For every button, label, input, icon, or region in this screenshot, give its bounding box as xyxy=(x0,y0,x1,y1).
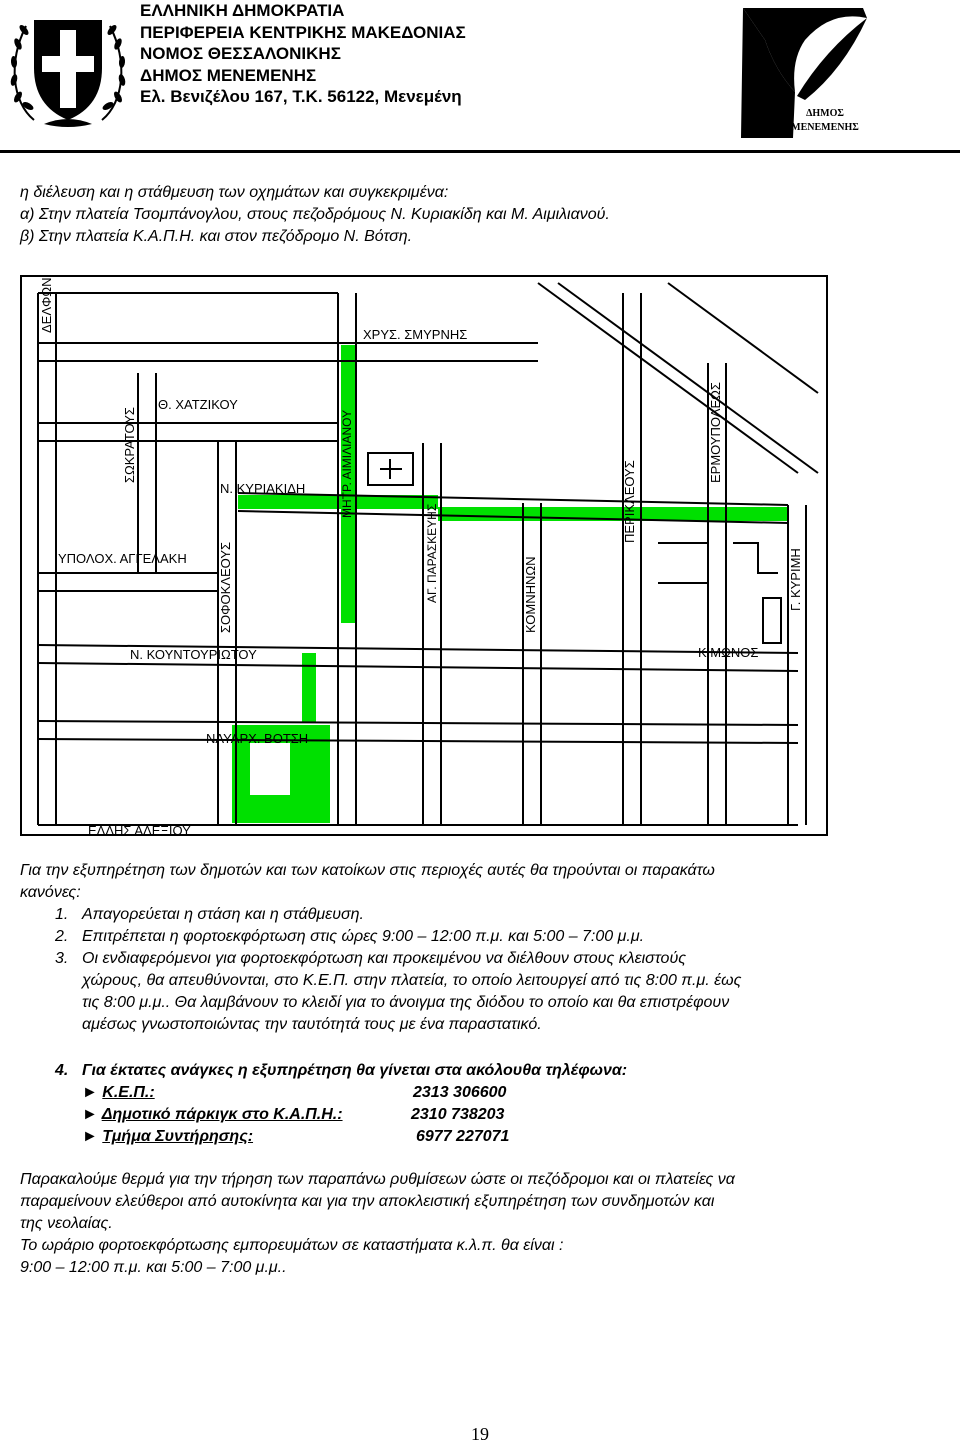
letterhead-text xyxy=(140,0,500,108)
closing-line: Παρακαλούμε θερμά για την τήρηση των παραπάνω ρυθμίσεων ώστε οι πεζόδρομοι και οι πλατείες να xyxy=(20,1171,735,1188)
arrow-right-icon: ► xyxy=(82,1128,98,1145)
emergency-heading-text: Για έκτατες ανάγκες η εξυπηρέτηση θα γίνεται στα ακόλουθα τηλέφωνα: xyxy=(82,1062,628,1079)
closing-line: 9:00 – 12:00 π.μ. και 5:00 – 7:00 μ.μ.. xyxy=(20,1259,287,1276)
street-label: Θ. ΧΑΤΖΙΚΟΥ xyxy=(158,397,238,412)
kapi-square-building xyxy=(250,743,290,795)
contact-row xyxy=(20,1104,920,1126)
street-label: ΑΓ. ΠΑΡΑΣΚΕΥΗΣ xyxy=(425,503,439,603)
street-map xyxy=(18,273,830,838)
street-label: ΕΛΛΗΣ ΑΛΕΞΙΟΥ xyxy=(88,823,191,838)
contact-label: Τμήμα Συντήρησης: xyxy=(102,1128,254,1145)
rule-item xyxy=(20,904,940,926)
street-label: ΕΡΜΟΥΠΟΛΕΩΣ xyxy=(708,382,723,483)
intro-paragraph xyxy=(20,182,950,248)
rule-text: Απαγορεύεται η στάση και η στάθμευση. xyxy=(82,906,364,923)
street-label: ΝΑΥΑΡΧ. ΒΟΤΣΗ xyxy=(206,731,309,746)
closing-line: της νεολαίας. xyxy=(20,1215,113,1232)
contact-phone: 2313 306600 xyxy=(413,1084,507,1101)
intro-line: α) Στην πλατεία Τσομπάνογλου, στους πεζοδρόμους Ν. Κυριακίδη και Μ. Αιμιλιανού. xyxy=(20,206,610,223)
street-label: ΜΗΤΡ. ΑΙΜΙΛΙΑΝΟΥ xyxy=(340,409,354,518)
street-label: ΣΟΦΟΚΛΕΟΥΣ xyxy=(218,541,233,633)
rules-intro-line: Για την εξυπηρέτηση των δημοτών και των κατοίκων στις περιοχές αυτές θα τηρούνται οι παρακάτω xyxy=(20,862,715,879)
rule-number: 4. xyxy=(55,1062,69,1079)
letterhead-line: ΕΛΛΗΝΙΚΗ ΔΗΜΟΚΡΑΤΙΑ xyxy=(140,1,345,20)
votsi-pedestrian-street xyxy=(302,653,316,723)
street-label: ΔΕΛΦΩΝ xyxy=(39,277,54,333)
greek-coat-of-arms-icon xyxy=(4,2,132,134)
street-label: Γ. ΚΥΡΙΜΗ xyxy=(788,548,803,611)
rule-text: Οι ενδιαφερόμενοι για φορτοεκφόρτωση και προκειμένου να διέλθουν στους κλειστούς xyxy=(82,950,687,967)
street-label: ΥΠΟΛΟΧ. ΑΓΓΕΛΑΚΗ xyxy=(58,551,187,566)
rule-text: αμέσως γνωστοποιώντας την ταυτότητά τους με ένα παραστατικό. xyxy=(82,1016,542,1033)
intro-line: β) Στην πλατεία Κ.Α.Π.Η. και στον πεζόδρομο Ν. Βότση. xyxy=(20,228,413,245)
emergency-contacts xyxy=(20,1060,920,1148)
rules-intro-line: κανόνες: xyxy=(20,884,81,901)
emergency-heading xyxy=(20,1060,920,1082)
rule-text: τις 8:00 μ.μ.. Θα λαμβάνουν το κλειδί για το άνοιγμα της διόδου το οποίο και θα επιστρέφουν xyxy=(82,994,730,1011)
contact-row xyxy=(20,1082,920,1104)
municipality-logo-label: ΜΕΝΕΜΕΝΗΣ xyxy=(791,122,859,133)
street-label: ΠΕΡΙΚΛΕΟΥΣ xyxy=(622,460,637,543)
rule-item xyxy=(20,948,940,1036)
contact-row xyxy=(20,1126,920,1148)
contact-label: Δημοτικό πάρκιγκ στο Κ.Α.Π.Η.: xyxy=(101,1106,343,1123)
rules-section xyxy=(20,860,940,1036)
rule-number: 3. xyxy=(55,950,69,967)
contact-label: Κ.Ε.Π.: xyxy=(102,1084,155,1101)
letterhead-line: Ελ. Βενιζέλου 167, Τ.Κ. 56122, Μενεμένη xyxy=(140,87,462,106)
closing-paragraph xyxy=(20,1169,940,1279)
municipality-logo-icon xyxy=(735,0,875,142)
intro-line: η διέλευση και η στάθμευση των οχημάτων και συγκεκριμένα: xyxy=(20,184,449,201)
rule-text: Επιτρέπεται η φορτοεκφόρτωση στις ώρες 9:00 – 12:00 π.μ. και 5:00 – 7:00 μ.μ. xyxy=(82,928,645,945)
letterhead-line: ΠΕΡΙΦΕΡΕΙΑ ΚΕΝΤΡΙΚΗΣ ΜΑΚΕΔΟΝΙΑΣ xyxy=(140,22,466,42)
letterhead-line: ΝΟΜΟΣ ΘΕΣΣΑΛΟΝΙΚΗΣ xyxy=(140,44,341,63)
letterhead xyxy=(0,0,960,155)
closing-line: Το ωράριο φορτοεκφόρτωσης εμπορευμάτων σε καταστήματα κ.λ.π. θα είναι : xyxy=(20,1237,564,1254)
street-label: ΣΩΚΡΑΤΟΥΣ xyxy=(122,407,137,483)
rule-number: 2. xyxy=(55,928,69,945)
arrow-right-icon: ► xyxy=(82,1106,98,1123)
street-label: ΚΟΜΝΗΝΩΝ xyxy=(523,556,538,633)
street-label: Ν. ΚΟΥΝΤΟΥΡΙΩΤΟΥ xyxy=(130,647,257,662)
letterhead-line: ΔΗΜΟΣ ΜΕΝΕΜΕΝΗΣ xyxy=(140,65,317,85)
arrow-right-icon: ► xyxy=(82,1084,98,1101)
contact-phone: 6977 227071 xyxy=(416,1128,510,1145)
rule-number: 1. xyxy=(55,906,69,923)
contact-phone: 2310 738203 xyxy=(411,1106,505,1123)
street-label: Ν. ΚΥΡΙΑΚΙΔΗ xyxy=(220,481,306,496)
municipality-logo-label: ΔΗΜΟΣ xyxy=(806,108,844,119)
street-label: ΚΙΜΩΝΟΣ xyxy=(698,645,759,660)
page-number: 19 xyxy=(471,1424,489,1444)
rule-item xyxy=(20,926,940,948)
rule-text: χώρους, θα απευθύνονται, στο Κ.Ε.Π. στην πλατεία, το οποίο λειτουργεί από τις 8:00 π.μ. έως xyxy=(82,972,742,989)
closing-line: παραμείνουν ελεύθεροι από αυτοκίνητα και για την αποκλειστική εξυπηρέτηση των συνδημοτών και xyxy=(20,1193,715,1210)
street-label: ΧΡΥΣ. ΣΜΥΡΝΗΣ xyxy=(363,327,468,342)
